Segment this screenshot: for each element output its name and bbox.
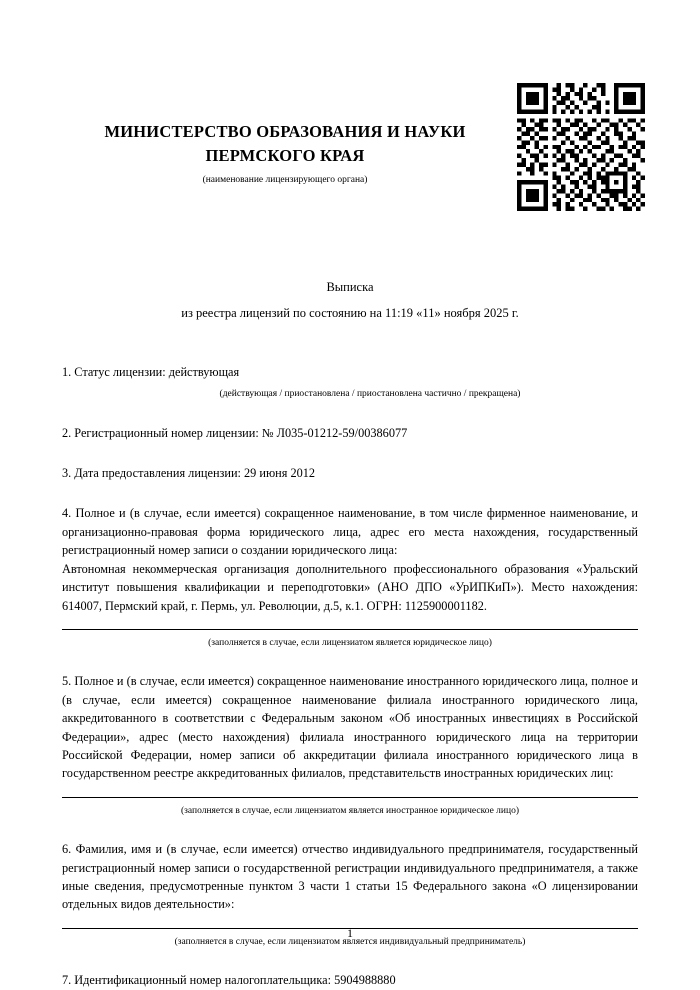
section-status-text: 1. Статус лицензии: действующая <box>62 364 240 379</box>
section-legal-entity-caption: (заполняется в случае, если лицензиатом является юридическое лицо) <box>208 638 492 649</box>
section-individual-entrepreneur-caption: (заполняется в случае, если лицензиатом является индивидуальный предприниматель) <box>174 936 526 947</box>
ministry-title-line2: ПЕРМСКОГО КРАЯ <box>205 145 365 165</box>
ministry-title-line1: МИНИСТЕРСТВО ОБРАЗОВАНИЯ И НАУКИ <box>104 122 466 141</box>
section-inn <box>62 971 638 989</box>
qr-code <box>517 83 645 211</box>
section-individual-entrepreneur-text: 6. Фамилия, имя и (в случае, если имеется) отчество индивидуального предпринимателя, государственный регистрационный номер записи о государственной регистрации индивидуального предпринимателя, а также иные сведения, предусмотренные пунктом 3 части 1 статьи 15 Федерального закона «О лицензировании отдельных видов деятельности»: <box>62 842 638 912</box>
section-date-granted-text: 3. Дата предоставления лицензии: 29 июня 2012 <box>62 465 316 480</box>
divider-line <box>62 629 638 630</box>
section-reg-number-text: 2. Регистрационный номер лицензии: № Л035-01212-59/00386077 <box>62 425 408 440</box>
section-status-caption: (действующая / приостановлена / приостановлена частично / прекращена) <box>219 389 521 400</box>
section-status <box>62 363 638 402</box>
page-number: 1 <box>347 926 353 940</box>
extract-title: Выписка <box>326 279 374 294</box>
section-date-granted <box>62 464 638 482</box>
section-legal-entity-value: Автономная некоммерческая организация дополнительного профессионального образования «Уральский институт повышения квалификации и переподготовки» (АНО ДПО «УрИПКиП»). Место нахождения: 614007, Пермский край, г. Пермь, ул. Революции, д.5, к.1. ОГРН: 1125900001182. <box>62 561 638 613</box>
extract-heading <box>62 280 638 321</box>
divider-line <box>62 797 638 798</box>
section-inn-text: 7. Идентификационный номер налогоплательщика: 5904988880 <box>62 973 396 988</box>
section-foreign-entity-caption: (заполняется в случае, если лицензиатом является иностранное юридическое лицо) <box>181 805 519 816</box>
section-foreign-entity-text: 5. Полное и (в случае, если имеется) сокращенное наименование иностранного юридического лица, полное и (в случае, если имеется) сокращенное наименование филиала иностранного юридического лица, аккредитованного в соответствии с Федеральным законом «Об иностранных инвестициях в Российской Федерации», адрес (место нахождения) филиала иностранного юридического лица на территории Российской Федерации, номер записи об аккредитации филиала иностранного юридического лица в государственном реестре аккредитованных филиалов, представительств иностранных юридических лиц: <box>62 674 638 781</box>
extract-subtitle: из реестра лицензий по состоянию на 11:19 «11» ноября 2025 г. <box>181 305 519 320</box>
section-reg-number <box>62 424 638 442</box>
section-foreign-entity <box>62 672 638 818</box>
licensing-body-caption: (наименование лицензирующего органа) <box>202 174 368 185</box>
section-legal-entity-text: 4. Полное и (в случае, если имеется) сокращенное наименование, в том числе фирменное наименование, и организационно-правовая форма юридического лица, адрес его места нахождения, государственный регистрационный номер записи о создании юридического лица: <box>62 506 638 558</box>
section-legal-entity <box>62 504 638 650</box>
